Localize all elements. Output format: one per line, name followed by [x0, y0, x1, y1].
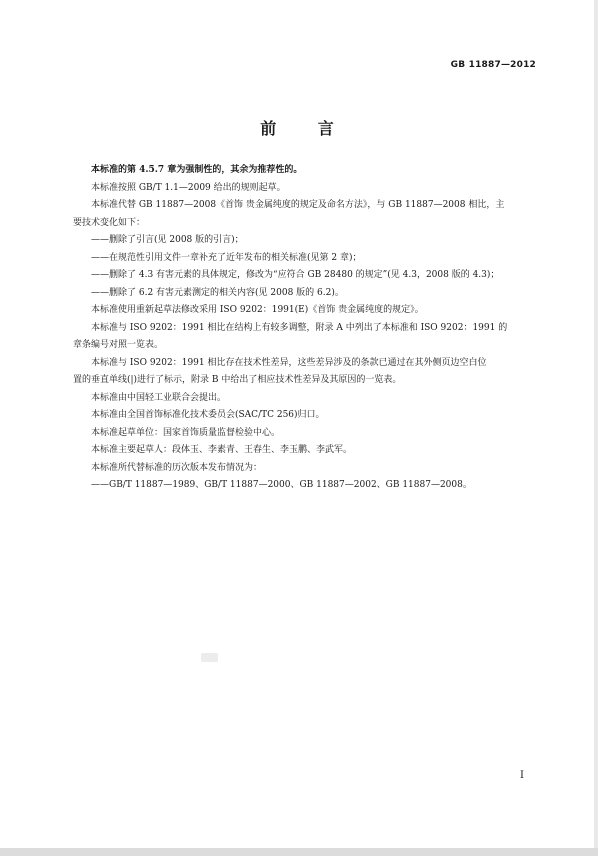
- foreword-body: [73, 162, 551, 495]
- page-edge: [0, 848, 598, 856]
- change-item: ——删除了引言(见 2008 版的引言)；: [91, 235, 244, 245]
- paragraph-structure-line-2: 章条编号对照一览表。: [73, 340, 164, 350]
- change-item: ——删除了 6.2 有害元素测定的相关内容(见 2008 版的 6.2)。: [91, 287, 344, 298]
- paragraph-drafting-rules: 本标准按照 GB/T 1.1—2009 给出的规则起草。: [91, 182, 286, 193]
- standard-code: GB 11887—2012: [450, 60, 536, 70]
- paragraph-mandatory-chapters: 本标准的第 4.5.7 章为强制性的，其余为推荐性的。: [91, 165, 303, 175]
- page-number: I: [520, 770, 524, 781]
- paragraph-structure-line-1: 本标准与 ISO 9202：1991 相比在结构上有较多调整，附录 A 中列出了本标准和 ISO 9202：1991 的: [91, 322, 508, 333]
- paragraph-drafting-unit: 本标准起草单位：国家首饰质量监督检验中心。: [91, 427, 281, 438]
- paragraph-history-intro: 本标准所代替标准的历次版本发布情况为：: [91, 462, 263, 473]
- paragraph-technical-diff-line-1: 本标准与 ISO 9202：1991 相比存在技术性差异，这些差异涉及的条款已通过在其外侧页边空白位: [91, 357, 487, 368]
- scan-smudge: [201, 653, 218, 662]
- paragraph-proposed-by: 本标准由中国轻工业联合会提出。: [91, 392, 227, 403]
- paragraph-centralized-by: 本标准由全国首饰标准化技术委员会(SAC/TC 256)归口。: [91, 410, 325, 420]
- paragraph-replaces-line-1: 本标准代替 GB 11887—2008《首饰 贵金属纯度的规定及命名方法》，与 GB 11887—2008 相比，主: [91, 200, 505, 210]
- section-title: 前 言: [260, 119, 352, 138]
- paragraph-drafters: 本标准主要起草人：段体玉、李素青、王春生、李玉鹏、李武军。: [91, 445, 353, 455]
- change-item: ——删除了 4.3 有害元素的具体规定，修改为“应符合 GB 28480 的规定”(见 4.3，2008 版的 4.3)；: [91, 270, 500, 280]
- paragraph-technical-diff-line-2: 置的垂直单线(|)进行了标示，附录 B 中给出了相应技术性差异及其原因的一览表。: [73, 375, 402, 385]
- paragraph-iso-adoption: 本标准使用重新起草法修改采用 ISO 9202：1991(E)《首饰 贵金属纯度的规定》。: [91, 305, 424, 315]
- history-item: ——GB/T 11887—1989、GB/T 11887—2000、GB 11887—2002、GB 11887—2008。: [91, 480, 472, 490]
- paragraph-replaces-line-2: 要技术变化如下：: [73, 217, 146, 228]
- change-item: ——在规范性引用文件一章补充了近年发布的相关标准(见第 2 章)；: [91, 252, 362, 263]
